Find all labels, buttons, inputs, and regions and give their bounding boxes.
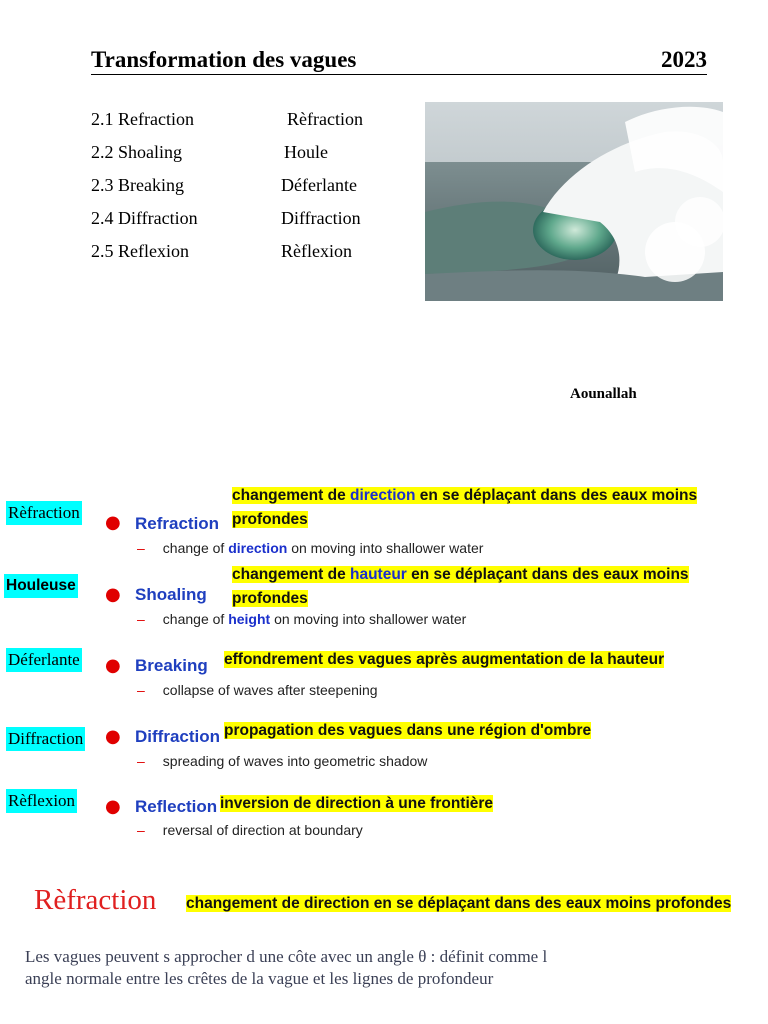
page-title (91, 46, 707, 75)
section-paragraph (25, 946, 745, 990)
definition-shoaling: changement de hauteur en se déplaçant dans des eaux moins profondes (232, 566, 689, 607)
bullet-icon: ● (105, 512, 121, 533)
fr-label-shoaling: Houleuse (4, 574, 78, 598)
subitem-breaking: – collapse of waves after steepening (137, 682, 378, 698)
toc-item: 2.1 Refraction (91, 109, 194, 129)
section-heading-refraction: Rèfraction (34, 884, 157, 916)
wave-image (425, 102, 723, 301)
bullet-icon: ● (105, 726, 121, 747)
paragraph-line: Les vagues peuvent s approcher d une côte avec un angle θ : définit comme l (25, 947, 548, 966)
bullet-icon: ● (105, 584, 121, 605)
subitem-reflection: – reversal of direction at boundary (137, 822, 363, 838)
term-diffraction: Diffraction (135, 727, 220, 746)
fr-label-diffraction: Diffraction (6, 727, 85, 751)
toc-french-3: Déferlante (281, 175, 357, 195)
paragraph-line: angle normale entre les crêtes de la vague et les lignes de profondeur (25, 969, 494, 988)
bullet-icon: ● (105, 655, 121, 676)
bullet-icon: ● (105, 796, 121, 817)
fr-label-refraction: Rèfraction (6, 501, 82, 525)
title-text: Transformation des vagues (91, 47, 357, 72)
toc-item: 2.3 Breaking (91, 175, 184, 195)
term-breaking: Breaking (135, 656, 208, 675)
term-refraction: Refraction (135, 514, 220, 533)
definition-diffraction: propagation des vagues dans une région d'ombre (224, 722, 592, 739)
toc-french-4: Diffraction (281, 208, 361, 228)
title-year: 2023 (661, 47, 707, 72)
toc-english (91, 103, 198, 268)
toc-item: 2.5 Reflexion (91, 241, 189, 261)
term-reflection: Reflection (135, 797, 218, 816)
subitem-refraction: – change of direction on moving into shallower water (137, 540, 484, 556)
fr-label-reflexion: Rèflexion (6, 789, 77, 813)
section-definition: changement de direction en se déplaçant dans des eaux moins profondes (186, 895, 732, 912)
author-name: Aounallah (570, 386, 637, 402)
subitem-shoaling: – change of height on moving into shallower water (137, 611, 467, 627)
toc-french-2: Houle (284, 142, 328, 162)
fr-label-breaking: Déferlante (6, 648, 82, 672)
definition-reflection: inversion de direction à une frontière (220, 795, 494, 812)
definition-breaking: effondrement des vagues après augmentation de la hauteur (224, 651, 665, 668)
toc-french-5: Rèflexion (281, 241, 352, 261)
subitem-diffraction: – spreading of waves into geometric shadow (137, 753, 428, 769)
definition-refraction: changement de direction en se déplaçant dans des eaux moins profondes (232, 487, 698, 528)
toc-item: 2.4 Diffraction (91, 208, 198, 228)
term-shoaling: Shoaling (135, 585, 207, 604)
toc-item: 2.2 Shoaling (91, 142, 183, 162)
toc-french-1: Rèfraction (287, 109, 363, 129)
